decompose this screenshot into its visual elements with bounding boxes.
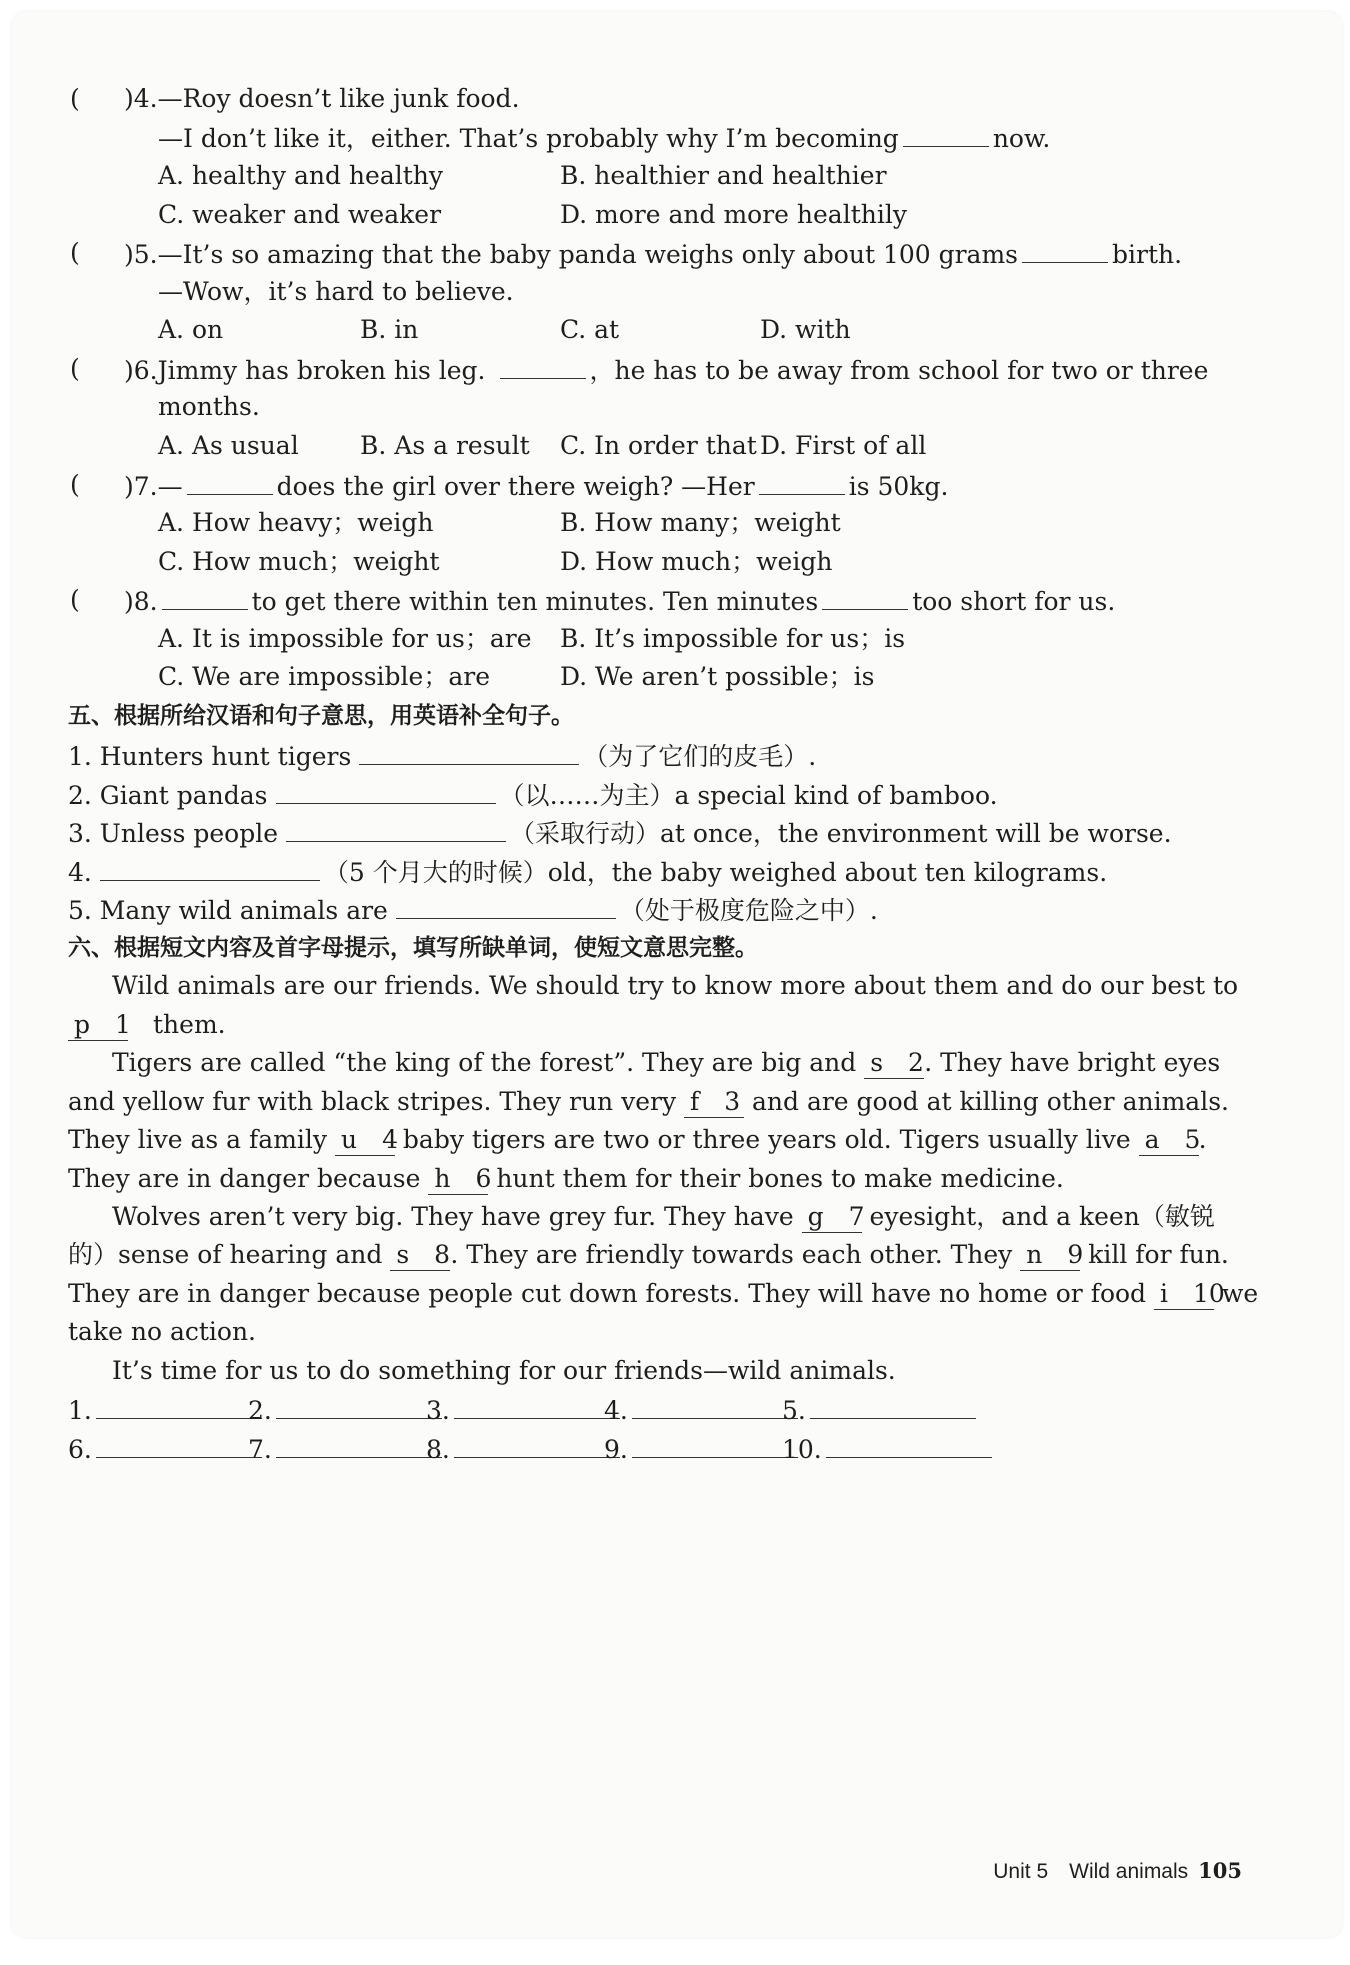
blank-1[interactable]: p 1	[68, 1010, 128, 1041]
answer-blank[interactable]	[162, 583, 248, 610]
answer-blank[interactable]	[359, 738, 579, 765]
option-a: A. It is impossible for us；are	[158, 624, 532, 653]
answer-blank[interactable]	[822, 583, 908, 610]
answer-blank[interactable]	[903, 120, 989, 147]
answer-line-1[interactable]: 1.	[68, 1392, 262, 1428]
answer-blank[interactable]	[286, 815, 506, 842]
translation-item-2: 2. Giant pandas （以……为主）a special kind of bamboo.	[68, 777, 998, 813]
passage-line: p 1 them.	[68, 1008, 226, 1042]
blank-9[interactable]: n 9	[1020, 1240, 1080, 1271]
passage-line: Wolves aren’t very big. They have grey fur. They have g 7 eyesight，and a keen（敏锐	[112, 1202, 1215, 1231]
passage-line: They are in danger because h 6 hunt them for their bones to make medicine.	[68, 1164, 1064, 1193]
option-a: A. on	[158, 315, 224, 344]
answer-bracket: (	[70, 354, 80, 383]
answer-line-8[interactable]: 8.	[426, 1431, 620, 1467]
option-c: C. weaker and weaker	[158, 200, 442, 229]
question-4-line2: —I don’t like it，either. That’s probably why I’m becoming now.	[158, 120, 1050, 156]
option-d: D. How much；weigh	[560, 547, 833, 576]
blank-4[interactable]: u 4	[335, 1125, 395, 1156]
blank-7[interactable]: g 7	[802, 1202, 862, 1233]
option-b: B. As a result	[360, 431, 530, 460]
option-c: C. at	[560, 315, 620, 344]
passage-line: They are in danger because people cut down forests. They will have no home or food i 10 we	[68, 1279, 1259, 1308]
blank-2[interactable]: s 2	[864, 1048, 924, 1079]
question-7: )7.— does the girl over there weigh? —Her is 50kg.	[124, 468, 948, 504]
option-b: B. in	[360, 315, 419, 344]
option-d: D. more and more healthily	[560, 200, 907, 229]
option-d: D. We aren’t possible；is	[560, 662, 875, 691]
translation-item-3: 3. Unless people （采取行动）at once，the environment will be worse.	[68, 815, 1172, 851]
option-b: B. It’s impossible for us；is	[560, 624, 906, 653]
answer-line-9[interactable]: 9.	[604, 1431, 798, 1467]
blank-8[interactable]: s 8	[390, 1240, 450, 1271]
question-5-line2: —Wow，it’s hard to believe.	[158, 277, 514, 306]
answer-blank[interactable]	[759, 468, 845, 495]
blank-10[interactable]: i 10	[1154, 1279, 1214, 1310]
option-d: D. First of all	[760, 431, 927, 460]
page-footer	[993, 1855, 1242, 1885]
answer-line-3[interactable]: 3.	[426, 1392, 620, 1428]
answer-bracket: (	[70, 470, 80, 499]
option-a: A. As usual	[158, 431, 299, 460]
option-c: C. How much；weight	[158, 547, 440, 576]
passage-line: It’s time for us to do something for our friends—wild animals.	[112, 1356, 896, 1385]
passage-line: and yellow fur with black stripes. They run very f 3 and are good at killing other animals.	[68, 1087, 1229, 1116]
question-6-line2: months.	[158, 392, 260, 421]
answer-blank[interactable]	[396, 892, 616, 919]
worksheet-page	[12, 12, 1342, 1937]
option-d: D. with	[760, 315, 851, 344]
question-4	[124, 82, 520, 116]
blank-6[interactable]: h 6	[428, 1164, 488, 1195]
answer-blank[interactable]	[1022, 236, 1108, 263]
option-a: A. How heavy；weigh	[158, 508, 434, 537]
translation-item-4: 4. （5 个月大的时候）old，the baby weighed about ten kilograms.	[68, 854, 1107, 890]
answer-blank[interactable]	[276, 777, 496, 804]
question-8: )8. to get there within ten minutes. Ten minutes too short for us.	[124, 583, 1115, 619]
blank-5[interactable]: a 5	[1139, 1125, 1199, 1156]
answer-line-7[interactable]: 7.	[248, 1431, 442, 1467]
answer-blank[interactable]	[100, 854, 320, 881]
answer-blank[interactable]	[500, 352, 586, 379]
answer-line-2[interactable]: 2.	[248, 1392, 442, 1428]
unit-label: Unit 5 Wild animals	[993, 1860, 1189, 1883]
passage-line: Wild animals are our friends. We should try to know more about them and do our best to	[112, 971, 1239, 1000]
answer-bracket: (	[70, 84, 80, 113]
option-c: C. In order that	[560, 431, 757, 460]
translation-item-5: 5. Many wild animals are （处于极度危险之中）.	[68, 892, 878, 928]
translation-item-1: 1. Hunters hunt tigers （为了它们的皮毛）.	[68, 738, 816, 774]
answer-bracket: (	[70, 238, 80, 267]
passage-line: take no action.	[68, 1317, 256, 1346]
passage-line: They live as a family u 4 baby tigers are two or three years old. Tigers usually live a 5.	[68, 1125, 1207, 1154]
option-c: C. We are impossible；are	[158, 662, 490, 691]
answer-bracket: (	[70, 585, 80, 614]
section-6-heading: 六、根据短文内容及首字母提示，填写所缺单词，使短文意思完整。	[68, 935, 758, 961]
question-5: )5.—It’s so amazing that the baby panda weighs only about 100 grams birth.	[124, 236, 1182, 272]
answer-line-6[interactable]: 6.	[68, 1431, 262, 1467]
option-b: B. How many；weight	[560, 508, 841, 537]
question-6: )6.Jimmy has broken his leg. ，he has to be away from school for two or three	[124, 352, 1208, 388]
question-text: —Roy doesn’t like junk food.	[157, 84, 520, 113]
option-a: A. healthy and healthy	[158, 161, 443, 190]
passage-line: Tigers are called “the king of the forest”. They are big and s 2. They have bright eyes	[112, 1048, 1221, 1077]
blank-3[interactable]: f 3	[684, 1087, 744, 1118]
passage-line: 的）sense of hearing and s 8. They are friendly towards each other. They n 9 kill for fun.	[68, 1240, 1229, 1269]
answer-line-5[interactable]: 5.	[782, 1392, 976, 1428]
answer-line-4[interactable]: 4.	[604, 1392, 798, 1428]
option-b: B. healthier and healthier	[560, 161, 887, 190]
question-number: )4.	[124, 84, 158, 113]
answer-line-10[interactable]: 10.	[782, 1431, 992, 1467]
section-5-heading: 五、根据所给汉语和句子意思，用英语补全句子。	[68, 703, 574, 729]
answer-blank[interactable]	[187, 468, 273, 495]
page-number: 105	[1198, 1858, 1242, 1883]
